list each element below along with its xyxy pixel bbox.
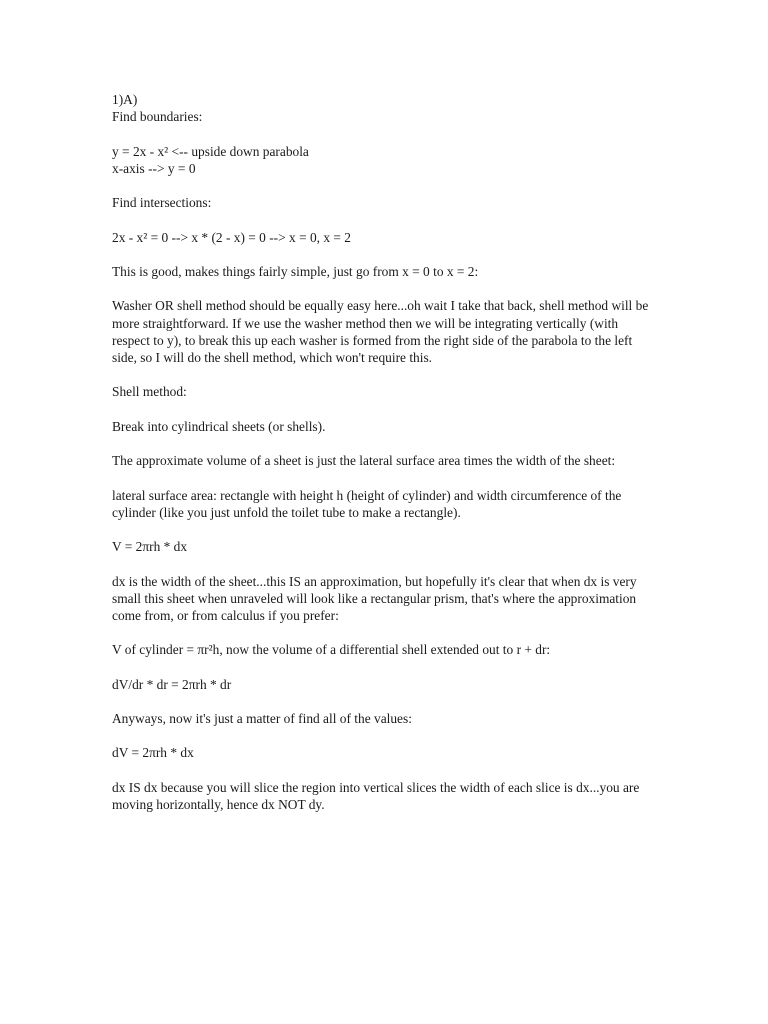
paragraph-break: Break into cylindrical sheets (or shells).: [112, 418, 326, 434]
shell-method-label: Shell method:: [112, 384, 187, 400]
paragraph-good: This is good, makes things fairly simple, just go from x = 0 to x = 2:: [112, 263, 479, 279]
equation-dvdr: dV/dr * dr = 2πrh * dr: [112, 676, 232, 692]
paragraph-anyways: Anyways, now it's just a matter of find all of the values:: [112, 711, 412, 727]
paragraph-lateral: lateral surface area: rectangle with height h (height of cylinder) and width circumference of the cylinder (like you just unfold the toilet tube to make a rectangle).: [112, 487, 622, 520]
equation-dv: dV = 2πrh * dx: [112, 745, 194, 761]
paragraph-dx: dx is the width of the sheet...this IS an approximation, but hopefully it's clear that when dx is very small this sheet when unraveled will look like a rectangular prism, that's where the approximation come from, or from calculus if you prefer:: [112, 573, 637, 623]
paragraph-approx: The approximate volume of a sheet is just the lateral surface area times the width of the sheet:: [112, 453, 616, 469]
paragraph-dx-is: dx IS dx because you will slice the region into vertical slices the width of each slice is dx...you are moving horizontally, hence dx NOT dy.: [112, 779, 640, 813]
equation-parabola: y = 2x - x² <-- upside down parabola: [112, 143, 309, 159]
document-page: [112, 91, 652, 830]
paragraph-cylinder: V of cylinder = πr²h, now the volume of a differential shell extended out to r + dr:: [112, 642, 551, 658]
find-intersections-label: Find intersections:: [112, 195, 212, 211]
equation-intersections: 2x - x² = 0 --> x * (2 - x) = 0 --> x = 0, x = 2: [112, 229, 351, 245]
paragraph-washer: Washer OR shell method should be equally easy here...oh wait I take that back, shell method will be more straightforward. If we use the washer method then we will be integrating vertically (with respect to y), to break this up each washer is formed from the right side of the parabola to the left side, so I will do the shell method, which won't require this.: [112, 298, 649, 365]
find-boundaries-label: Find boundaries:: [112, 109, 203, 125]
equation-volume: V = 2πrh * dx: [112, 539, 188, 555]
section-heading: 1)A): [112, 92, 138, 107]
equation-x-axis: x-axis --> y = 0: [112, 160, 196, 176]
